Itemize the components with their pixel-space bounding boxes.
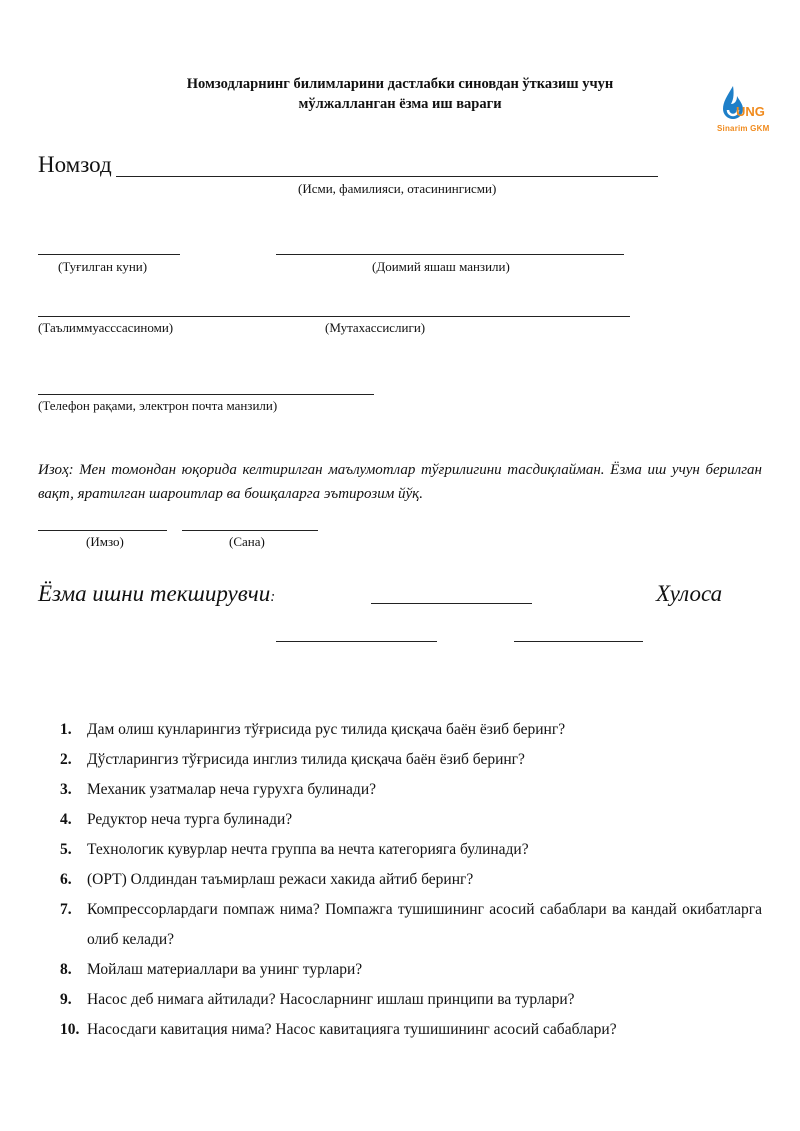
confirmation-note: Изоҳ: Мен томондан юқорида келтирилган маълумотлар тўғрилигини тасдиқлайман. Ёзма иш учун берилган вақт, яратилган шароитлар ва бошқаларга эътирозим йўқ. [38, 462, 762, 502]
birth-date-line[interactable] [38, 254, 180, 255]
conclusion-line[interactable] [514, 641, 643, 642]
checker-signature-line[interactable] [276, 641, 437, 642]
question-item: 4. Редуктор неча турга булинади? [60, 811, 293, 828]
checker-label: Ёзма ишни текширувчи [38, 581, 271, 606]
checker-name-line[interactable] [371, 603, 532, 604]
logo-subtext: Sinarim GKM [717, 124, 770, 133]
document-title-line-1: Номзодларнинг билимларини дастлабки синовдан ўтказиш учун [186, 76, 614, 92]
education-caption: (Таълиммуасссасиноми) [38, 320, 174, 335]
candidate-label: Номзод [38, 152, 112, 177]
checker-colon: : [270, 589, 276, 605]
question-item: 5. Технологик кувурлар нечта группа ва нечта категорияга булинади? [60, 841, 529, 858]
candidate-name-caption: (Исми, фамилияси, отасинингисми) [298, 181, 497, 196]
date-line[interactable] [182, 530, 318, 531]
question-item: 10. Насосдаги кавитация нима? Насос кавитацияга тушишининг асосий сабаблари? [60, 1021, 617, 1038]
contact-caption: (Телефон рақами, электрон почта манзили) [38, 398, 278, 413]
question-item: 2. Дўстларингиз тўғрисида инглиз тилида қисқача баён ёзиб беринг? [60, 751, 525, 768]
date-caption: (Сана) [229, 534, 265, 549]
signature-line[interactable] [38, 530, 167, 531]
checker-label-group [38, 581, 275, 607]
question-item: 9. Насос деб нимага айтилади? Насосларнинг ишлаш принципи ва турлари? [60, 991, 575, 1008]
questions-list [60, 715, 762, 1045]
question-item: 8. Мойлаш материаллари ва унинг турлари? [60, 961, 363, 978]
question-item: 1. Дам олиш кунларингиз тўғрисида рус тилида қисқача баён ёзиб беринг? [60, 721, 566, 738]
address-line[interactable] [276, 254, 624, 255]
company-logo [716, 84, 782, 140]
signature-caption: (Имзо) [86, 534, 124, 549]
question-item: 3. Механик узатмалар неча гурухга булинади? [60, 781, 376, 798]
conclusion-label: Хулоса [656, 581, 723, 606]
contact-line[interactable] [38, 394, 374, 395]
logo-text: UNG [736, 104, 765, 119]
education-specialty-line[interactable] [38, 316, 630, 317]
candidate-name-line[interactable] [116, 176, 658, 177]
question-item: 7. Компрессорлардаги помпаж нима? Помпажга тушишининг асосий сабаблари ва кандай окибатларга олиб келади? [60, 901, 762, 948]
address-caption: (Доимий яшаш манзили) [372, 259, 510, 274]
document-title-line-2: мўлжалланган ёзма иш вараги [298, 96, 502, 112]
birth-date-caption: (Туғилган куни) [58, 259, 148, 274]
question-item: 6. (ОРТ) Олдиндан таъмирлаш режаси хакида айтиб беринг? [60, 871, 474, 888]
specialty-caption: (Мутахассислиги) [325, 320, 426, 335]
